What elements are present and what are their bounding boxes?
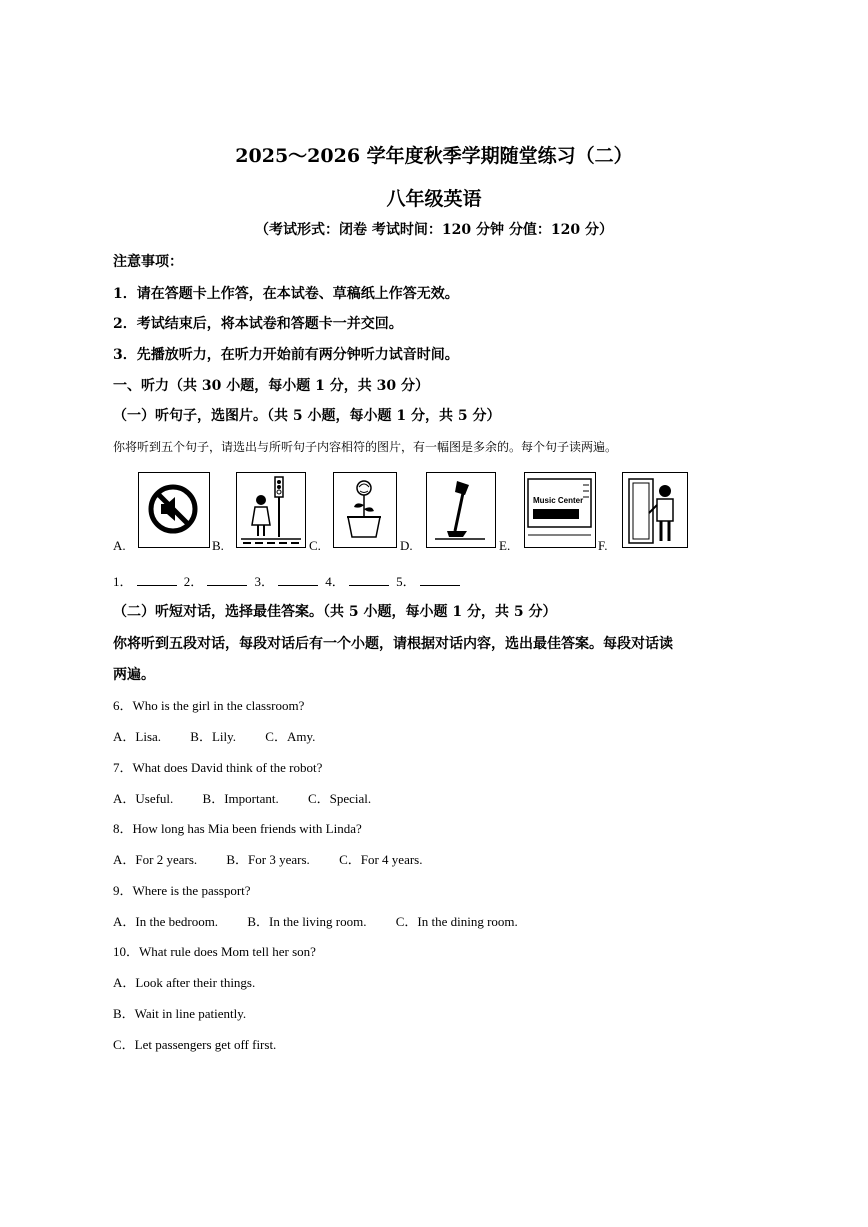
question-8: 8．How long has Mia been friends with Linda?	[113, 821, 362, 836]
q7-option-a[interactable]: A．Useful.	[113, 791, 174, 806]
q7-option-b[interactable]: B．Important.	[202, 791, 279, 806]
answer-blank-2[interactable]	[207, 574, 247, 586]
q9-option-a[interactable]: A．In the bedroom.	[113, 914, 219, 929]
picture-label-d: D.	[400, 538, 413, 553]
exam-title: 2025～2026 学年度秋季学期随堂练习（二）	[235, 145, 633, 167]
exam-info: （考试形式：闭卷 考试时间：120 分钟 分值：120 分）	[255, 222, 613, 238]
picture-label-b: B.	[212, 538, 224, 553]
picture-b-traffic-light	[236, 472, 306, 548]
question-9-options	[113, 911, 518, 930]
q8-option-b[interactable]: B．For 3 years.	[226, 852, 310, 867]
q9-option-c[interactable]: C．In the dining room.	[395, 914, 518, 929]
note-item-2: 2．考试结束后，将本试卷和答题卡一并交回。	[113, 316, 403, 332]
notes-heading: 注意事项：	[113, 254, 183, 270]
answer-blank-5[interactable]	[420, 574, 460, 586]
part2-heading: （二）听短对话，选择最佳答案。（共 5 小题，每小题 1 分，共 5 分）	[113, 604, 557, 620]
picture-f-man-door	[622, 472, 688, 548]
picture-e-music-center	[524, 472, 596, 548]
part1-heading: （一）听句子，选图片。（共 5 小题，每小题 1 分，共 5 分）	[113, 408, 501, 424]
girl-traffic-light-icon	[237, 473, 304, 546]
q8-option-a[interactable]: A．For 2 years.	[113, 852, 198, 867]
q9-option-b[interactable]: B．In the living room.	[247, 914, 367, 929]
q10-option-b[interactable]: B．Wait in line patiently.	[113, 1006, 247, 1021]
question-6: 6．Who is the girl in the classroom?	[113, 698, 305, 713]
question-9: 9．Where is the passport?	[113, 883, 251, 898]
q10-option-c[interactable]: C．Let passengers get off first.	[113, 1037, 277, 1052]
question-10: 10．What rule does Mom tell her son?	[113, 944, 316, 959]
exam-subtitle: 八年级英语	[386, 188, 482, 210]
picture-c-flower	[333, 472, 397, 548]
section1-heading: 一、听力（共 30 小题，每小题 1 分，共 30 分）	[113, 378, 429, 394]
q10-option-a[interactable]: A．Look after their things.	[113, 975, 256, 990]
blank-label-3: 3．	[254, 574, 275, 589]
question-7-options	[113, 788, 371, 807]
q8-option-c[interactable]: C．For 4 years.	[339, 852, 423, 867]
part2-instruction-line2: 两遍。	[113, 667, 155, 683]
answer-blank-1[interactable]	[137, 574, 177, 586]
answer-blank-3[interactable]	[278, 574, 318, 586]
q6-option-b[interactable]: B．Lily.	[190, 729, 237, 744]
man-at-door-icon	[623, 473, 686, 546]
blank-label-1: 1．	[113, 574, 133, 589]
music-center-sign-icon	[525, 473, 594, 546]
picture-a-mute	[138, 472, 210, 548]
fallen-object-icon	[427, 473, 494, 546]
flower-pot-icon	[334, 473, 395, 546]
note-item-1: 1．请在答题卡上作答，在本试卷、草稿纸上作答无效。	[113, 286, 459, 302]
picture-d-fallen-object	[426, 472, 496, 548]
q7-option-c[interactable]: C．Special.	[307, 791, 372, 806]
blank-label-2: 2．	[183, 574, 204, 589]
picture-label-a: A.	[113, 538, 126, 553]
blank-label-4: 4．	[325, 574, 345, 589]
question-6-options	[113, 726, 315, 745]
picture-label-e: E.	[499, 538, 511, 553]
part2-instruction-line1: 你将听到五段对话，每段对话后有一个小题，请根据对话内容，选出最佳答案。每段对话读	[113, 636, 673, 652]
q6-option-c[interactable]: C．Amy.	[265, 729, 316, 744]
answer-blanks-row	[113, 571, 464, 590]
music-center-sign-text: Music Center	[533, 496, 584, 505]
answer-blank-4[interactable]	[349, 574, 389, 586]
picture-label-f: F.	[598, 538, 608, 553]
mute-icon	[139, 473, 208, 546]
blank-label-5: 5．	[396, 574, 416, 589]
picture-label-c: C.	[309, 538, 321, 553]
part1-instruction: 你将听到五个句子，请选出与所听句子内容相符的图片，有一幅图是多余的。每个句子读两遍。	[113, 440, 618, 454]
question-7: 7．What does David think of the robot?	[113, 760, 323, 775]
q6-option-a[interactable]: A．Lisa.	[113, 729, 162, 744]
question-8-options	[113, 849, 422, 868]
note-item-3: 3．先播放听力，在听力开始前有两分钟听力试音时间。	[113, 347, 459, 363]
